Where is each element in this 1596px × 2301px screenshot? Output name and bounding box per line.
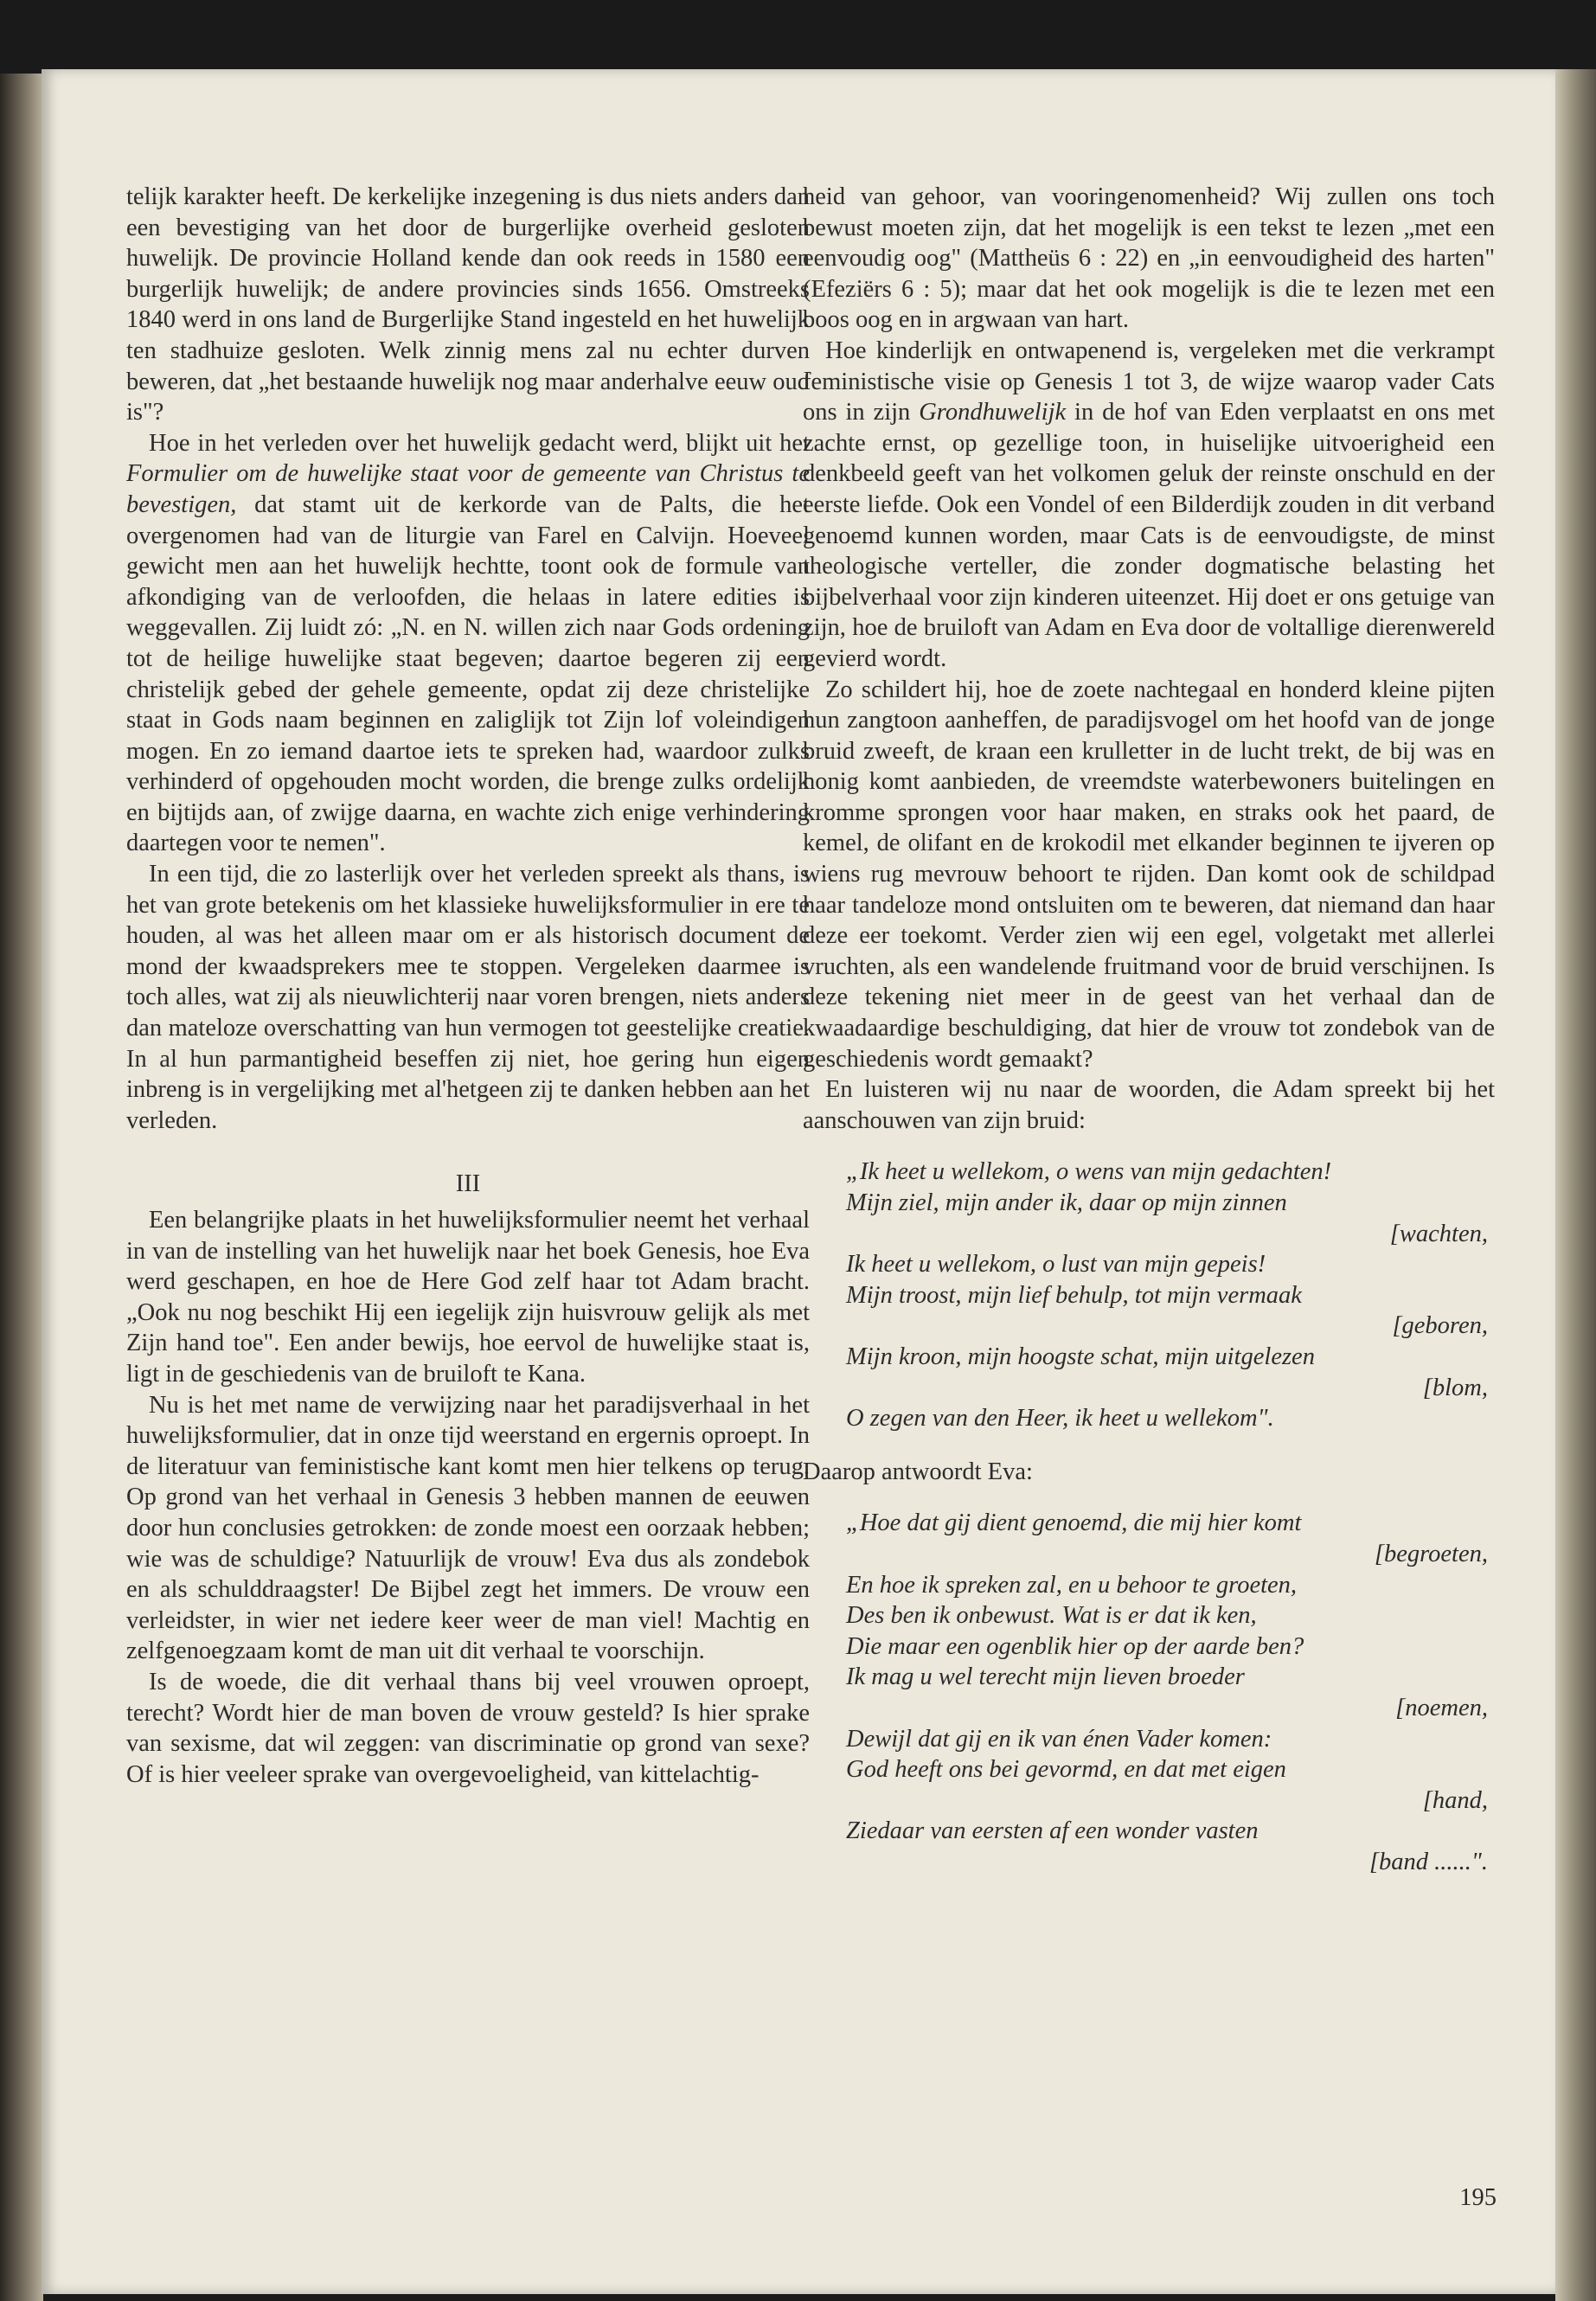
paragraph: Hoe in het verleden over het huwelijk gedacht werd, blijkt uit het Formulier om de huwelijke staat voor de gemeente van Christus te bevestigen, dat stamt uit de kerkorde van de Palts, die het overgenomen had van de liturgie van Farel en Calvijn. Hoeveel gewicht men aan het huwelijk hechtte, toont ook de formule van afkondiging van de verloofden, die helaas in latere edities is weggevallen. Zij luidt zó: „N. en N. willen zich naar Gods ordening tot de heilige huwelijke staat begeven; daartoe begeren zij een christelijk gebed der gehele gemeente, opdat zij deze christelijke staat in Gods naam beginnen en zaliglijk tot Zijn lof voleindigen mogen. En zo iemand daartoe iets te spreken had, waardoor zulks verhinderd of opgehouden mocht worden, die brenge zulks ordelijk en bijtijds aan, of zwijge daarna, en wachte zich enige verhindering daartegen voor te nemen". xyxy=(126,429,810,857)
poem-line: Dewijl dat gij en ik van énen Vader komen: xyxy=(846,1725,1272,1753)
poem-line-continuation: [noemen, xyxy=(1395,1694,1488,1721)
poem-line-continuation: [blom, xyxy=(1422,1374,1488,1401)
book-page xyxy=(42,69,1555,2294)
paragraph: Is de woede, die dit verhaal thans bij veel vrouwen oproept, terecht? Wordt hier de man boven de vrouw gesteld? Is hier sprake van sexisme, dat wil zeggen: van discriminatie op grond van sexe? Of is hier veeleer sprake van overgevoeligheid, van kittelachtig- xyxy=(126,1668,810,1788)
poem-line: Mijn ziel, mijn ander ik, daar op mijn zinnen xyxy=(846,1189,1287,1216)
paragraph: Een belangrijke plaats in het huwelijksformulier neemt het verhaal in van de instelling van het huwelijk naar het boek Genesis, hoe Eva werd geschapen, en hoe de Here God zelf haar tot Adam bracht. „Ook nu nog beschikt Hij een iegelijk zijn huisvrouw gelijk als met Zijn hand toe". Een ander bewijs, hoe eervol de huwelijke staat is, ligt in de geschiedenis van de bruiloft te Kana. xyxy=(126,1207,810,1388)
page-number: 195 xyxy=(1459,2184,1497,2211)
poem-adam xyxy=(803,1157,1495,1433)
poem-line: Ziedaar van eersten af een wonder vasten xyxy=(846,1817,1259,1845)
poem-line: Die maar een ogenblik hier op der aarde ben? xyxy=(846,1632,1304,1660)
paragraph: In een tijd, die zo lasterlijk over het verleden spreekt als thans, is het van grote betekenis om het klassieke huwelijksformulier in ere te houden, al was het alleen maar om er als historisch document de mond der kwaadsprekers mee te stoppen. Vergeleken daarmee is toch alles, wat zij als nieuwlichterij naar voren brengen, niets anders dan mateloze overschatting van hun vermogen tot geestelijke creatie. In al hun parmantigheid beseffen zij niet, hoe gering hun eigen inbreng is in vergelijking met al'hetgeen zij te danken hebben aan het verleden. xyxy=(126,861,810,1134)
poem-line-continuation: [band ......". xyxy=(1368,1848,1488,1875)
poem-line-continuation: [begroeten, xyxy=(1374,1540,1488,1567)
poem-line: „Ik heet u wellekom, o wens van mijn gedachten! xyxy=(846,1158,1332,1186)
section-heading: III xyxy=(455,1170,481,1198)
paragraph: Hoe kinderlijk en ontwapenend is, vergeleken met die verkrampt feministische visie op Genesis 1 tot 3, de wijze waarop vader Cats ons in zijn Grondhuwelijk in de hof van Eden verplaatst en ons met zachte ernst, op gezellige toon, in huiselijke uitvoerigheid een denkbeeld geeft van het volkomen geluk der reinste onschuld en der eerste liefde. Ook een Vondel of een Bilderdijk zouden in dit verband genoemd kunnen worden, maar Cats is de eenvoudigste, de minst theologische verteller, die zonder dogmatische belasting het bijbelverhaal voor zijn kinderen uiteenzet. Hij doet er ons getuige van zijn, hoe de bruiloft van Adam en Eva door de voltallige dierenwereld gevierd wordt. xyxy=(803,336,1496,672)
left-column xyxy=(126,182,810,1790)
poem-line: Mijn kroon, mijn hoogste schat, mijn uitgelezen xyxy=(846,1343,1315,1370)
poem-line: Ik mag u wel terecht mijn lieven broeder xyxy=(846,1663,1245,1691)
paragraph: Zo schildert hij, hoe de zoete nachtegaal en honderd kleine pijten hun zangtoon aanheffen, de paradijsvogel om het hoofd van de jonge bruid zweeft, de kraan een krulletter in de lucht trekt, de bij was en honig komt aanbieden, de vreemdste waterbewoners buitelingen en kromme sprongen voor haar maken, en straks ook het paard, de kemel, de olifant en de krokodil met elkander beginnen te ijveren op wiens rug mevrouw behoort te rijden. Dan komt ook de schildpad haar tandeloze mond ontsluiten om te beweren, dat niemand dan haar deze eer toekomt. Verder zien wij een egel, volgetakt met allerlei vruchten, als een wandelende fruitmand voor de bruid verschijnen. Is deze tekening niet meer in de geest van het verhaal dan de kwaadaardige beschuldiging, dat hier de vrouw tot zondebok van de geschiedenis wordt gemaakt? xyxy=(803,676,1495,1073)
paragraph: telijk karakter heeft. De kerkelijke inzegening is dus niets anders dan een bevestiging van het door de burgerlijke overheid gesloten huwelijk. De provincie Holland kende dan ook reeds in 1580 een burgerlijk huwelijk; de andere provincies sinds 1656. Omstreeks 1840 werd in ons land de Burgerlijke Stand ingesteld en het huwelijk ten stadhuize gesloten. Welk zinnig mens zal nu echter durven beweren, dat „het bestaande huwelijk nog maar anderhalve eeuw oud is"? xyxy=(126,183,810,426)
poem-line: Ik heet u wellekom, o lust van mijn gepeis! xyxy=(846,1251,1266,1279)
poem-line: O zegen van den Heer, ik heet u wellekom". xyxy=(846,1405,1274,1433)
poem-line-continuation: [hand, xyxy=(1422,1786,1488,1814)
poem-line-continuation: [wachten, xyxy=(1389,1220,1488,1247)
right-column xyxy=(803,182,1495,1877)
paragraph: Nu is het met name de verwijzing naar het paradijsverhaal in het huwelijksformulier, dat in onze tijd weerstand en ergernis oproept. In de literatuur van feministische kant komt men hier telkens op terug. Op grond van het verhaal in Genesis 3 hebben mannen de eeuwen door hun conclusies getrokken: de zonde moest een oorzaak hebben; wie was de schuldige? Natuurlijk de vrouw! Eva dus als zondebok en als schulddraagster! De Bijbel zegt het immers. De vrouw een verleidster, in wier net iedere keer weer de man viel! Machtig en zelfgenoegzaam komt de man uit dit verhaal te voorschijn. xyxy=(126,1391,810,1665)
poem-line: „Hoe dat gij dient genoemd, die mij hier komt xyxy=(846,1509,1302,1537)
poem-line-continuation: [geboren, xyxy=(1392,1312,1488,1340)
poem-line: Des ben ik onbewust. Wat is er dat ik ken, xyxy=(846,1602,1257,1630)
book-page-edge xyxy=(1555,69,1596,2301)
grondhuwelijk-title: Grondhuwelijk xyxy=(919,399,1067,426)
poem-line: God heeft ons bei gevormd, en dat met eigen xyxy=(846,1756,1286,1784)
book-gutter-shadow xyxy=(0,74,43,2301)
poem-line: En hoe ik spreken zal, en u behoor te groeten, xyxy=(846,1571,1298,1599)
paragraph: En luisteren wij nu naar de woorden, die Adam spreekt bij het aanschouwen van zijn bruid: xyxy=(803,1076,1495,1134)
poem-line: Mijn troost, mijn lief behulp, tot mijn vermaak xyxy=(846,1281,1302,1309)
eva-intro: Daarop antwoordt Eva: xyxy=(803,1458,1033,1485)
poem-eva xyxy=(803,1508,1495,1877)
formulier-title: Formulier om de huwelijke staat voor de gemeente van Christus te bevestigen, xyxy=(126,460,810,518)
paragraph: heid van gehoor, van vooringenomenheid? Wij zullen ons toch bewust moeten zijn, dat het mogelijk is een tekst te lezen „met een eenvoudig oog" (Mattheüs 6 : 22) en „in eenvoudigheid des harten" (Efeziërs 6 : 5); maar dat het ook mogelijk is die te lezen met een boos oog en in argwaan van hart. xyxy=(803,183,1495,334)
